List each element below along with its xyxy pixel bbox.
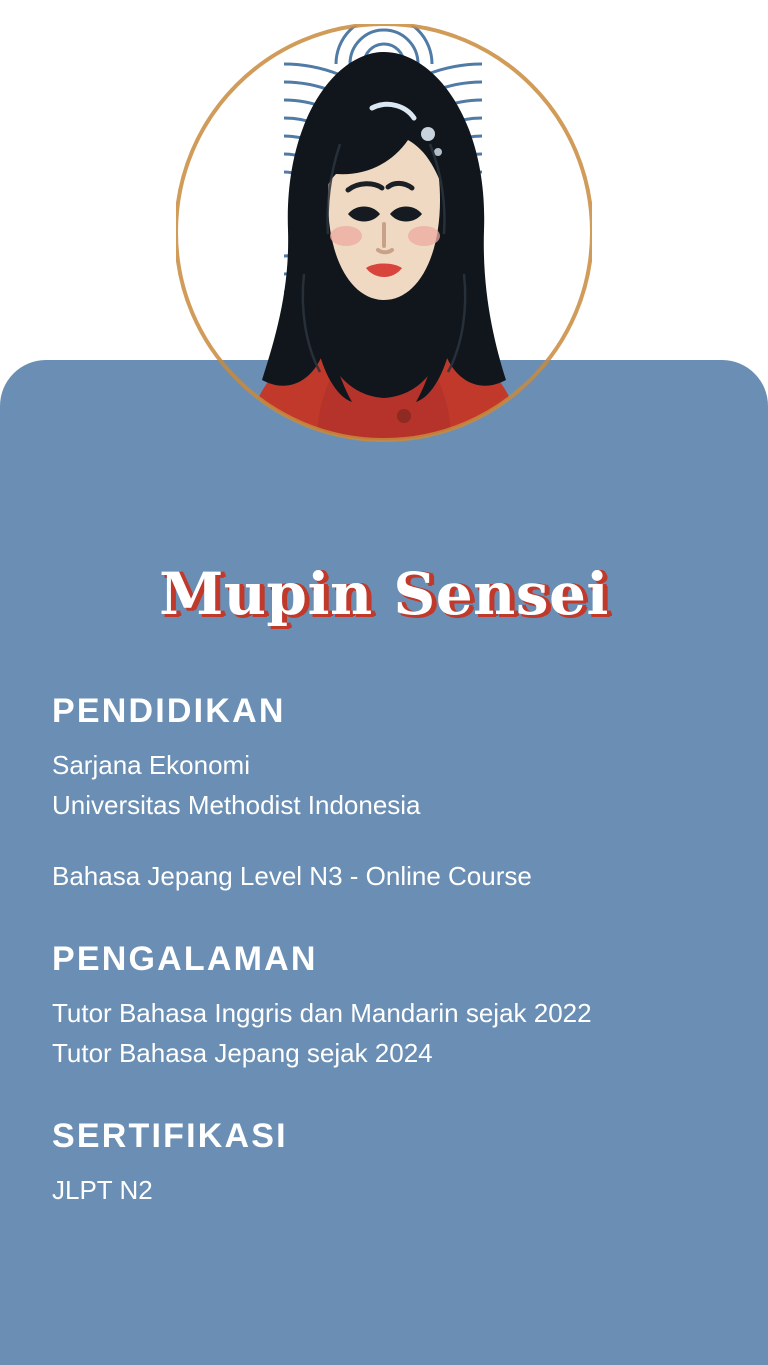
section-title: PENGALAMAN	[52, 939, 318, 978]
spacer	[52, 896, 752, 940]
section-line: Sarjana Ekonomi	[52, 750, 250, 780]
section-line: Bahasa Jepang Level N3 - Online Course	[52, 860, 532, 891]
section-pengalaman	[52, 940, 752, 1074]
spacer	[52, 1073, 752, 1117]
section-pendidikan	[52, 692, 752, 896]
section-line: JLPT N2	[52, 1175, 153, 1206]
profile-sections	[52, 692, 752, 1211]
portrait-illustration	[176, 24, 592, 504]
section-title: PENDIDIKAN	[52, 692, 286, 730]
section-title: SERTIFIKASI	[52, 1117, 288, 1156]
section-line: Tutor Bahasa Jepang sejak 2024	[52, 1038, 433, 1069]
spacer	[52, 826, 752, 856]
section-sertifikasi	[52, 1117, 752, 1210]
section-line: Universitas Methodist Indonesia	[52, 790, 421, 821]
page-title: Mupin Sensei	[159, 560, 609, 628]
section-line: Tutor Bahasa Inggris dan Mandarin sejak 2022	[52, 997, 592, 1028]
